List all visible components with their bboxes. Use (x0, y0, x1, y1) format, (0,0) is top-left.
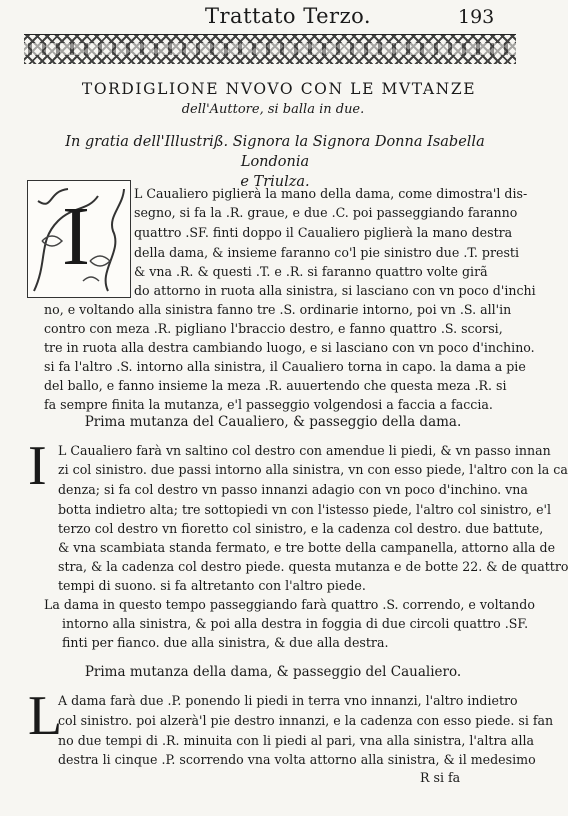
text-line: segno, si fa la .R. graue, e due .C. poi passeggiando faranno (134, 205, 518, 220)
dedication-line: In gratia dell'Illustriß. Signora la Signora Donna Isabella Londonia (65, 134, 485, 170)
text-line: quattro .SF. finti doppo il Caualiero piglierà la mano destra (134, 225, 513, 240)
ornament-pattern (24, 43, 516, 55)
text-line: zi col sinistro. due passi intorno alla sinistra, vn con esso piede, l'altro con la ca (58, 462, 568, 477)
section-title: TORDIGLIONE NVOVO CON LE MVTANZE (81, 80, 477, 98)
page-number: 193 (458, 6, 495, 28)
text-line: botta indietro alta; tre sottopiedi vn con l'istesso piede, l'altro col sinistro, e'l (58, 502, 552, 517)
ornamental-band (24, 34, 516, 64)
text-line: destra li cinque .P. scorrendo vna volta attorno alla sinistra, & il medesimo (58, 752, 536, 767)
dedication-line: e Triulza. (240, 174, 310, 190)
section-heading: Prima mutanza del Caualiero, & passeggio della dama. (84, 414, 462, 430)
text-line: & vna .R. & questi .T. e .R. si faranno quattro volte girã (134, 264, 488, 279)
text-line: si fa l'altro .S. intorno alla sinistra, il Caualiero torna in capo. la dama a pie (44, 359, 526, 374)
drop-initial: I (28, 435, 47, 497)
text-line: do attorno in ruota alla sinistra, si lasciano con vn poco d'inchi (134, 283, 536, 298)
section-heading: Prima mutanza della dama, & passeggio del Caualiero. (84, 664, 462, 680)
text-line: La dama in questo tempo passeggiando farà quattro .S. correndo, e voltando (44, 597, 535, 612)
text-line: & vna scambiata standa fermato, e tre botte della campanella, attorno alla de (58, 540, 556, 555)
running-title: Trattato Terzo. (205, 4, 372, 28)
text-line: no, e voltando alla sinistra fanno tre .S. ordinarie intorno, poi vn .S. all'in (44, 302, 512, 317)
text-line: A dama farà due .P. ponendo li piedi in terra vno innanzi, l'altro indietro (58, 693, 518, 708)
text-line: col sinistro. poi alzerà'l pie destro innanzi, e la cadenza con esso piede. si fan (58, 713, 554, 728)
catchword: R si fa (420, 770, 461, 785)
text-line: stra, & la cadenza col destro piede. questa mutanza e de botte 22. & de quattro (58, 559, 568, 574)
text-line: L Caualiero farà vn saltino col destro con amendue li piedi, & vn passo innan (58, 443, 551, 458)
decorated-initial (27, 180, 131, 298)
text-line: intorno alla sinistra, & poi alla destra in foggia di due circoli quattro .SF. (62, 616, 529, 631)
text-line: no due tempi di .R. minuita con li piedi al pari, vna alla sinistra, l'altra alla (58, 733, 535, 748)
text-line: tre in ruota alla destra cambiando luogo, e si lasciano con vn poco d'inchino. (44, 340, 535, 355)
text-line: contro con meza .R. pigliano l'braccio destro, e fanno quattro .S. scorsi, (44, 321, 503, 336)
section-subtitle: dell'Auttore, si balla in due. (181, 102, 365, 117)
text-line: denza; si fa col destro vn passo innanzi adagio con vn poco d'inchino. vna (58, 482, 528, 497)
text-line: del ballo, e fanno insieme la meza .R. auuertendo che questa meza .R. si (44, 378, 507, 393)
text-line: della dama, & insieme faranno co'l pie sinistro due .T. presti (134, 245, 520, 260)
text-line: L Caualiero piglierà la mano della dama, come dimostra'l dis- (134, 186, 528, 201)
text-line: fa sempre finita la mutanza, e'l passeggio volgendosi a faccia a faccia. (44, 397, 493, 412)
drop-initial: L (28, 685, 63, 747)
text-line: tempi di suono. si fa altretanto con l'altro piede. (58, 578, 366, 593)
text-line: finti per fianco. due alla sinistra, & due alla destra. (62, 635, 389, 650)
running-head (0, 4, 546, 34)
initial-letter: I (62, 190, 90, 283)
text-line: terzo col destro vn fioretto col sinistro, e la cadenza col destro. due battute, (58, 521, 544, 536)
